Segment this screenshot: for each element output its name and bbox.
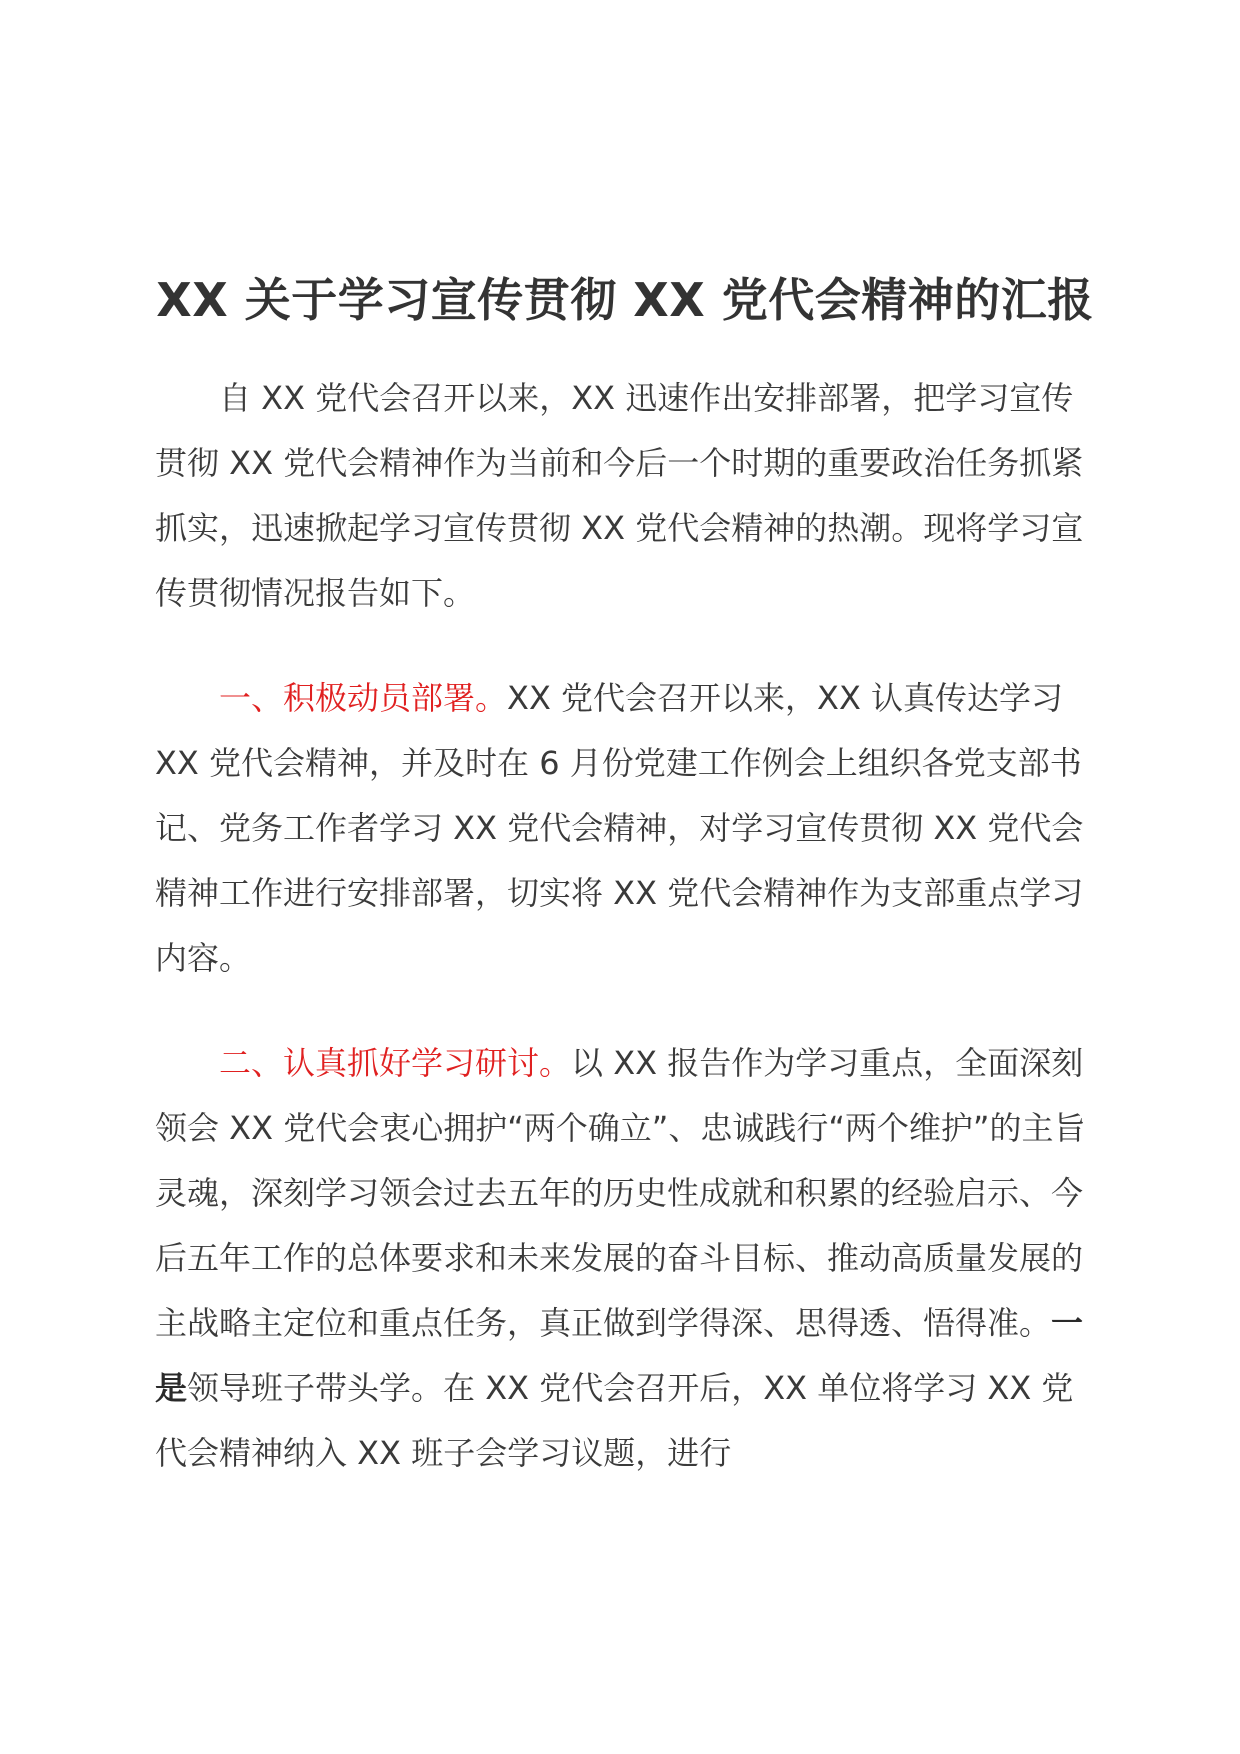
section-2-body: 以 XX 报告作为学习重点，全面深刻领会 XX 党代会衷心拥护“两个确立”、忠诚践行“两个维护”的主旨灵魂，深刻学习领会过去五年的历史性成就和积累的经验启示、今后五年工作的总体要求和未来发展的奋斗目标、推动高质量发展的主战略主定位和重点任务，真正做到学得深、思得透、悟得准。 (155, 1044, 1086, 1342)
intro-text: 自 XX 党代会召开以来，XX 迅速作出安排部署，把学习宣传贯彻 XX 党代会精神作为当前和今后一个时期的重要政治任务抓紧抓实，迅速掀起学习宣传贯彻 XX 党代会精神的热潮。现将学习宣传贯彻情况报告如下。 (155, 379, 1084, 612)
intro-paragraph (155, 366, 1095, 626)
section-1-paragraph (155, 666, 1095, 991)
section-2-heading: 二、认真抓好学习研讨。 (219, 1044, 572, 1082)
section-2-bold-lead: 一是 (155, 1304, 1084, 1407)
document-content (155, 268, 1095, 1486)
section-1-heading: 一、积极动员部署。 (219, 679, 508, 717)
document-title: XX 关于学习宣传贯彻 XX 党代会精神的汇报 (156, 273, 1094, 327)
section-1-body: XX 党代会召开以来，XX 认真传达学习 XX 党代会精神，并及时在 6 月份党建工作例会上组织各党支部书记、党务工作者学习 XX 党代会精神，对学习宣传贯彻 XX 党代会精神工作进行安排部署，切实将 XX 党代会精神作为支部重点学习内容。 (155, 679, 1084, 977)
section-2-continuation: 领导班子带头学。在 XX 党代会召开后，XX 单位将学习 XX 党代会精神纳入 XX 班子会学习议题，进行 (155, 1369, 1074, 1472)
section-2-paragraph (155, 1031, 1095, 1486)
